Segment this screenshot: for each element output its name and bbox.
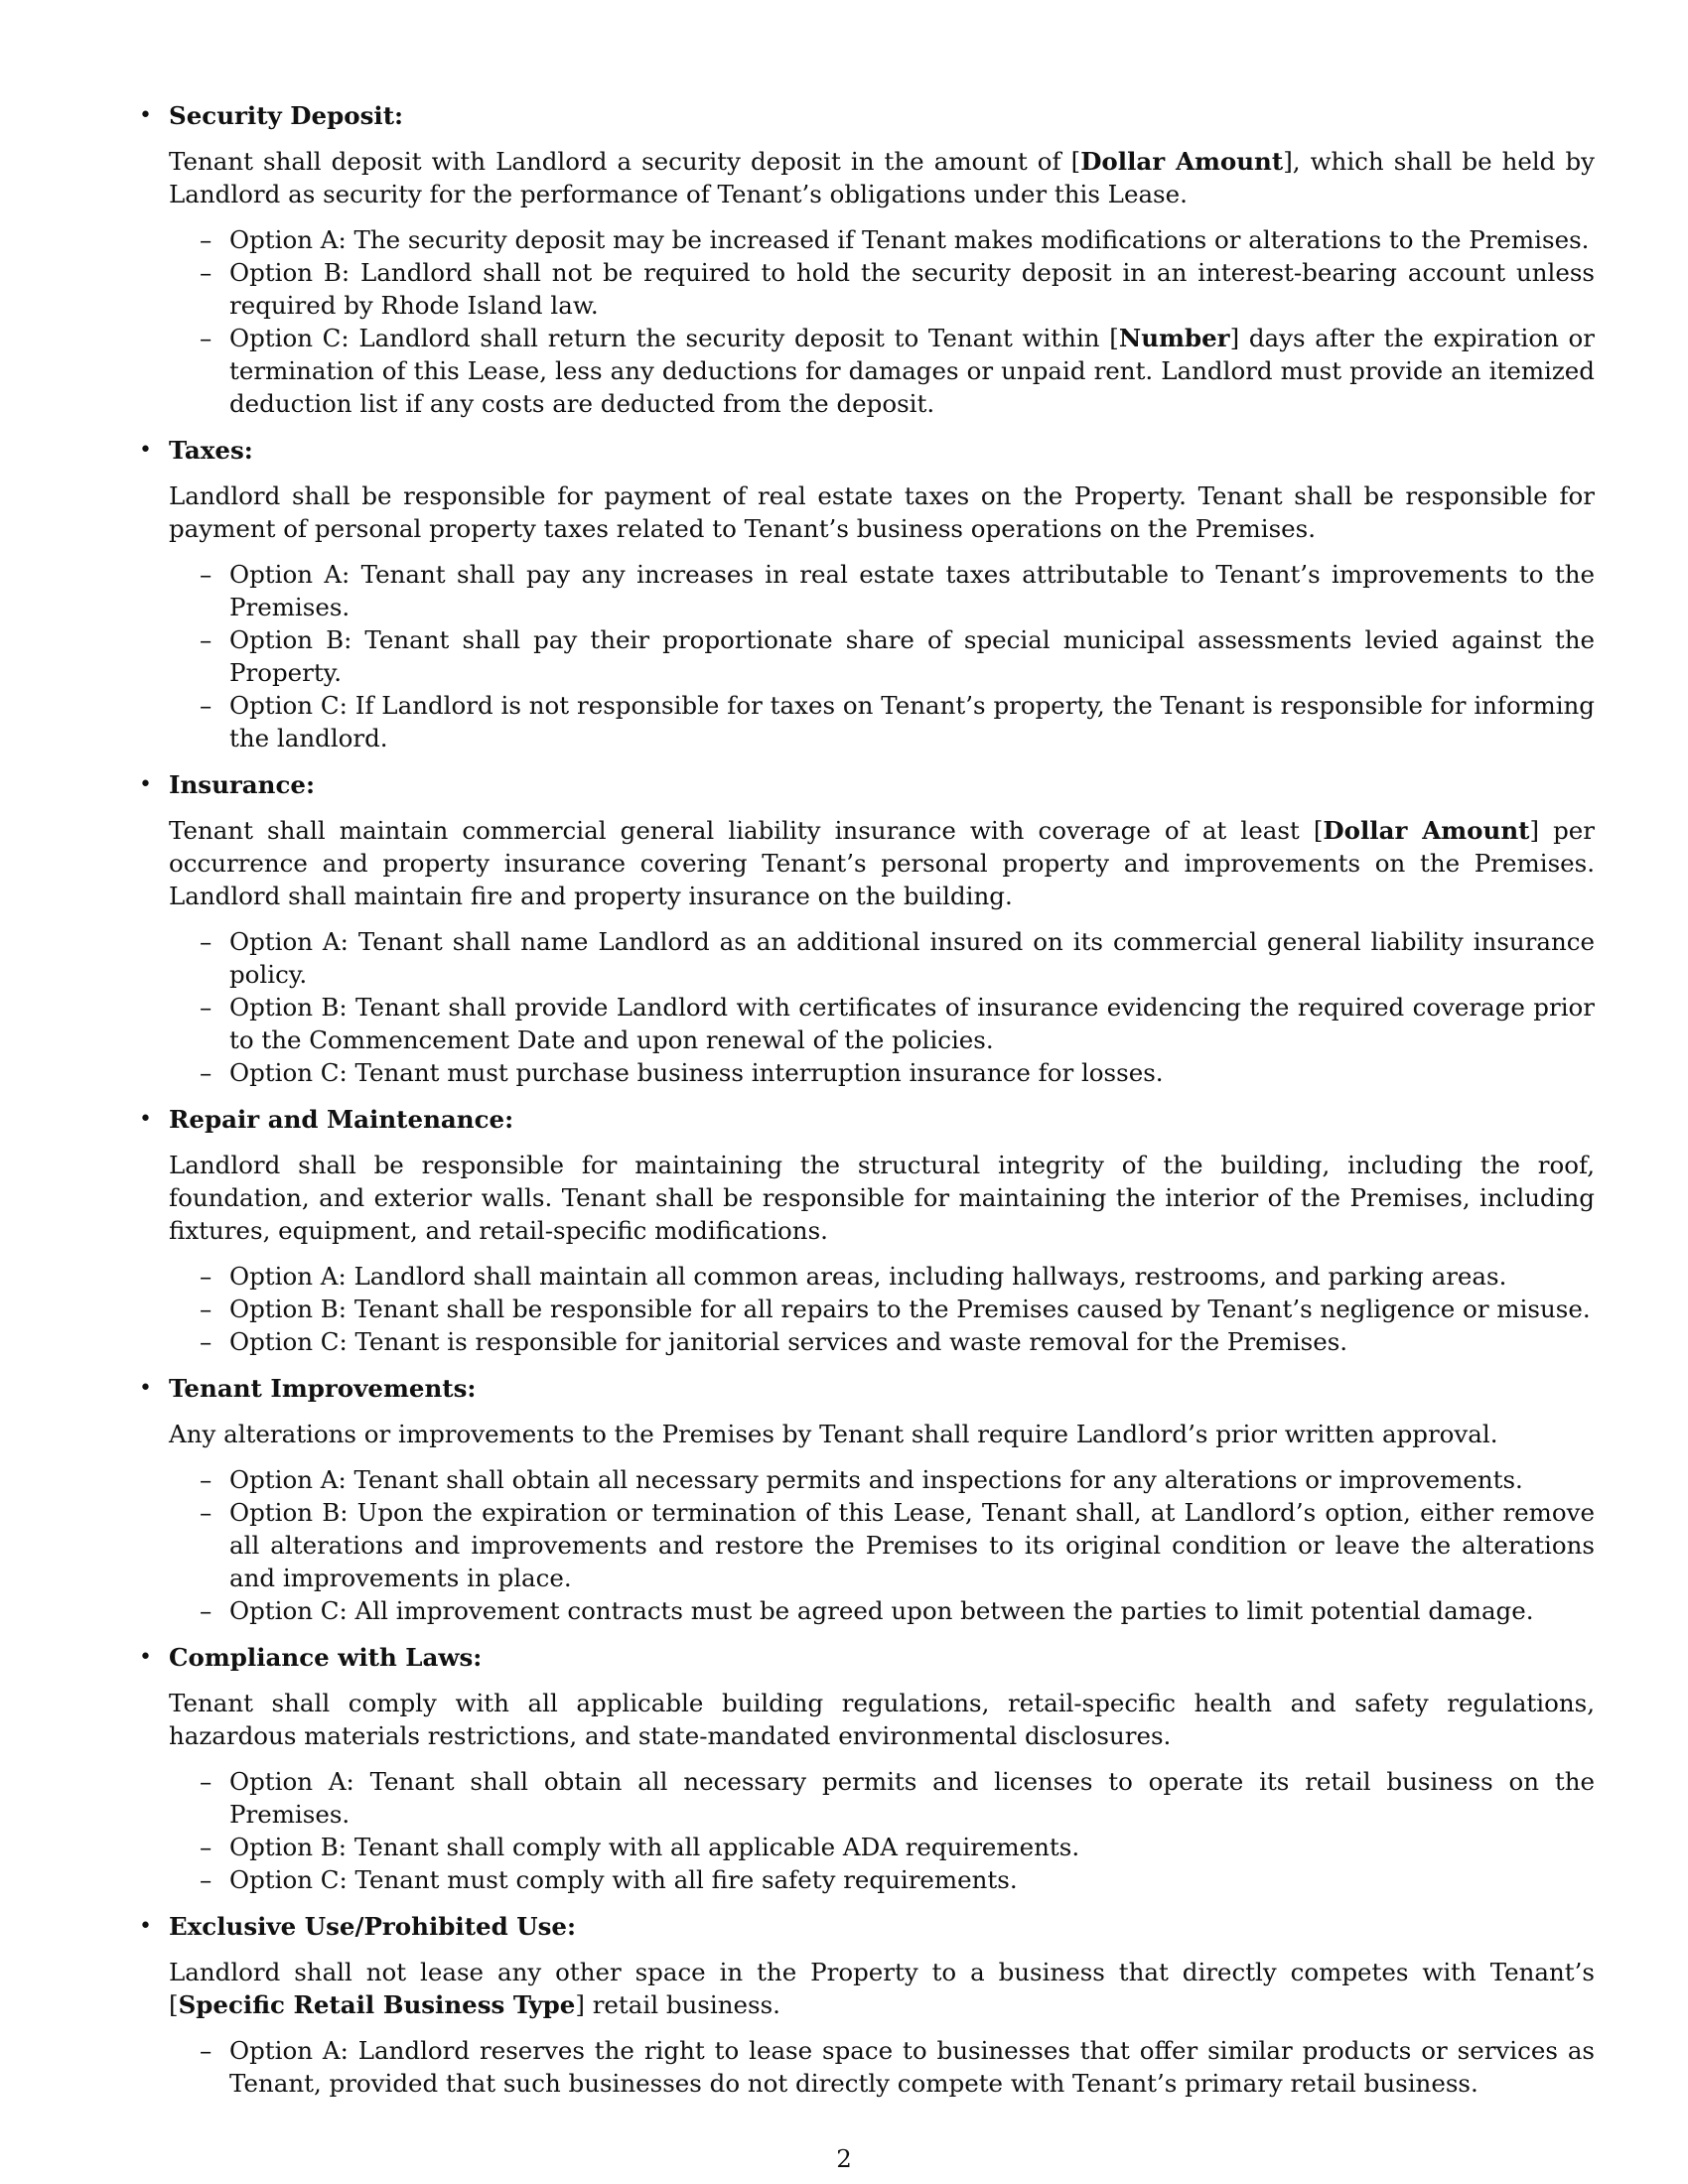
text-run: ] per occurrence and property insurance covering Tenant’s personal property and improvements on the Premises. Landlord shall maintain fire and property insurance on the building.: [169, 816, 1596, 910]
section-security-deposit: [135, 99, 1595, 420]
option-item: [169, 1594, 1595, 1627]
bullet-icon: •: [139, 772, 152, 797]
text-run: Tenant shall maintain commercial general liability insurance with coverage of at least [: [169, 816, 1324, 845]
text-run: Option C: Tenant must comply with all fire safety requirements.: [229, 1865, 1018, 1894]
page-number: 2: [836, 2144, 852, 2173]
option-item: [169, 689, 1595, 754]
section-body: [169, 479, 1595, 545]
text-run: ] retail business.: [575, 1990, 780, 2019]
text-run: Option A: Landlord reserves the right to lease space to businesses that offer similar products or services as Tenant, provided that such businesses do not directly compete with Tenant’s primary retail business.: [229, 2036, 1595, 2098]
text-run: Tenant shall comply with all applicable building regulations, retail-specific health and safety regulations, hazardous materials restrictions, and state-mandated environmental disclosures.: [169, 1689, 1595, 1750]
option-item: [169, 1463, 1595, 1496]
text-run: Option C: All improvement contracts must be agreed upon between the parties to limit potential damage.: [229, 1596, 1534, 1625]
dash-icon: –: [200, 1295, 212, 1323]
placeholder-field: Dollar Amount: [1080, 147, 1284, 176]
text-run: Option B: Tenant shall provide Landlord with certificates of insurance evidencing the required coverage prior to the Commencement Date and upon renewal of the policies.: [229, 993, 1595, 1054]
section-heading: Exclusive Use/Prohibited Use:: [169, 1912, 577, 1941]
option-item: [169, 322, 1595, 420]
section-compliance-with-laws: [135, 1641, 1595, 1896]
section-body: [169, 1956, 1595, 2021]
text-run: Option C: Landlord shall return the security deposit to Tenant within [: [229, 324, 1119, 352]
text-run: Tenant shall deposit with Landlord a security deposit in the amount of [: [169, 147, 1081, 176]
section-repair-and-maintenance: [135, 1103, 1595, 1358]
dash-icon: –: [200, 993, 212, 1022]
option-item: [169, 1863, 1595, 1896]
text-run: Option A: Tenant shall obtain all necessary permits and licenses to operate its retail business on the Premises.: [229, 1767, 1595, 1829]
text-run: Option B: Tenant shall be responsible for all repairs to the Premises caused by Tenant’s negligence or misuse.: [229, 1295, 1591, 1323]
dash-icon: –: [200, 1767, 212, 1796]
text-run: Option A: Landlord shall maintain all common areas, including hallways, restrooms, and parking areas.: [229, 1262, 1507, 1291]
dash-icon: –: [200, 2036, 212, 2065]
bullet-icon: •: [139, 1645, 152, 1670]
dash-icon: –: [200, 1058, 212, 1087]
section-body: [169, 1687, 1595, 1752]
section-heading: Security Deposit:: [169, 101, 404, 130]
placeholder-field: Specific Retail Business Type: [178, 1990, 576, 2019]
text-run: Option C: Tenant must purchase business interruption insurance for losses.: [229, 1058, 1164, 1087]
section-body: [169, 1149, 1595, 1247]
text-run: Option B: Upon the expiration or termination of this Lease, Tenant shall, at Landlord’s option, either remove all alterations and improvements and restore the Premises to its original condition or leave the alterations and improvements in place.: [229, 1498, 1595, 1592]
text-run: Landlord shall be responsible for maintaining the structural integrity of the building, including the roof, foundation, and exterior walls. Tenant shall be responsible for maintaining the interior of the Premises, including fixtures, equipment, and retail-specific modifications.: [169, 1151, 1595, 1245]
section-body: [169, 814, 1595, 912]
placeholder-field: Number: [1118, 324, 1230, 352]
option-list: [169, 558, 1595, 754]
dash-icon: –: [200, 1327, 212, 1356]
dash-icon: –: [200, 258, 212, 287]
dash-icon: –: [200, 560, 212, 589]
option-item: [169, 1293, 1595, 1325]
option-item: [169, 1260, 1595, 1293]
option-item: [169, 925, 1595, 991]
option-item: [169, 1325, 1595, 1358]
dash-icon: –: [200, 1498, 212, 1527]
bullet-icon: •: [139, 1376, 152, 1401]
lease-sections: [135, 99, 1595, 2114]
section-insurance: [135, 768, 1595, 1089]
text-run: ], which shall be held by Landlord as security for the performance of Tenant’s obligations under this Lease.: [169, 147, 1595, 208]
section-taxes: [135, 434, 1595, 754]
bullet-icon: •: [139, 1107, 152, 1132]
dash-icon: –: [200, 691, 212, 720]
dash-icon: –: [200, 324, 212, 352]
option-list: [169, 1765, 1595, 1896]
placeholder-field: Dollar Amount: [1323, 816, 1530, 845]
dash-icon: –: [200, 225, 212, 254]
option-item: [169, 256, 1595, 322]
bullet-icon: •: [139, 438, 152, 463]
option-item: [169, 1765, 1595, 1831]
dash-icon: –: [200, 927, 212, 956]
text-run: Option B: Landlord shall not be required to hold the security deposit in an interest-bearing account unless required by Rhode Island law.: [229, 258, 1595, 320]
option-item: [169, 1831, 1595, 1863]
section-exclusive-use-prohibited-use: [135, 1910, 1595, 2100]
dash-icon: –: [200, 1596, 212, 1625]
option-item: [169, 1496, 1595, 1594]
bullet-icon: •: [139, 103, 152, 128]
option-item: [169, 1056, 1595, 1089]
text-run: Option B: Tenant shall pay their proportionate share of special municipal assessments levied against the Property.: [229, 625, 1595, 687]
text-run: Landlord shall not lease any other space in the Property to a business that directly competes with Tenant’s [: [169, 1958, 1595, 2019]
section-heading: Tenant Improvements:: [169, 1374, 477, 1403]
section-heading: Taxes:: [169, 436, 253, 465]
option-item: [169, 623, 1595, 689]
option-item: [169, 991, 1595, 1056]
text-run: Any alterations or improvements to the Premises by Tenant shall require Landlord’s prior written approval.: [169, 1420, 1498, 1448]
dash-icon: –: [200, 1865, 212, 1894]
option-list: [169, 925, 1595, 1089]
section-tenant-improvements: [135, 1372, 1595, 1627]
text-run: Option C: If Landlord is not responsible for taxes on Tenant’s property, the Tenant is responsible for informing the landlord.: [229, 691, 1595, 752]
text-run: Option A: Tenant shall obtain all necessary permits and inspections for any alterations or improvements.: [229, 1465, 1523, 1494]
option-item: [169, 558, 1595, 623]
bullet-icon: •: [139, 1914, 152, 1939]
option-list: [169, 2034, 1595, 2100]
text-run: Option B: Tenant shall comply with all applicable ADA requirements.: [229, 1833, 1080, 1861]
dash-icon: –: [200, 1833, 212, 1861]
section-heading: Compliance with Laws:: [169, 1643, 483, 1672]
section-body: [169, 145, 1595, 210]
option-item: [169, 2034, 1595, 2100]
option-list: [169, 1260, 1595, 1358]
section-body: [169, 1418, 1595, 1450]
text-run: Option A: The security deposit may be increased if Tenant makes modifications or alterations to the Premises.: [229, 225, 1590, 254]
section-heading: Insurance:: [169, 770, 316, 799]
option-item: [169, 223, 1595, 256]
option-list: [169, 223, 1595, 420]
text-run: Option C: Tenant is responsible for janitorial services and waste removal for the Premises.: [229, 1327, 1348, 1356]
text-run: Landlord shall be responsible for payment of real estate taxes on the Property. Tenant shall be responsible for payment of personal property taxes related to Tenant’s business operations on the Premises.: [169, 481, 1595, 543]
option-list: [169, 1463, 1595, 1627]
text-run: Option A: Tenant shall pay any increases in real estate taxes attributable to Tenant’s improvements to the Premises.: [229, 560, 1595, 621]
dash-icon: –: [200, 1465, 212, 1494]
text-run: Option A: Tenant shall name Landlord as an additional insured on its commercial general liability insurance policy.: [229, 927, 1595, 989]
dash-icon: –: [200, 1262, 212, 1291]
dash-icon: –: [200, 625, 212, 654]
section-heading: Repair and Maintenance:: [169, 1105, 514, 1134]
text-run: ] days after the expiration or termination of this Lease, less any deductions for damages or unpaid rent. Landlord must provide an itemized deduction list if any costs are deducted from the deposit.: [229, 324, 1595, 418]
